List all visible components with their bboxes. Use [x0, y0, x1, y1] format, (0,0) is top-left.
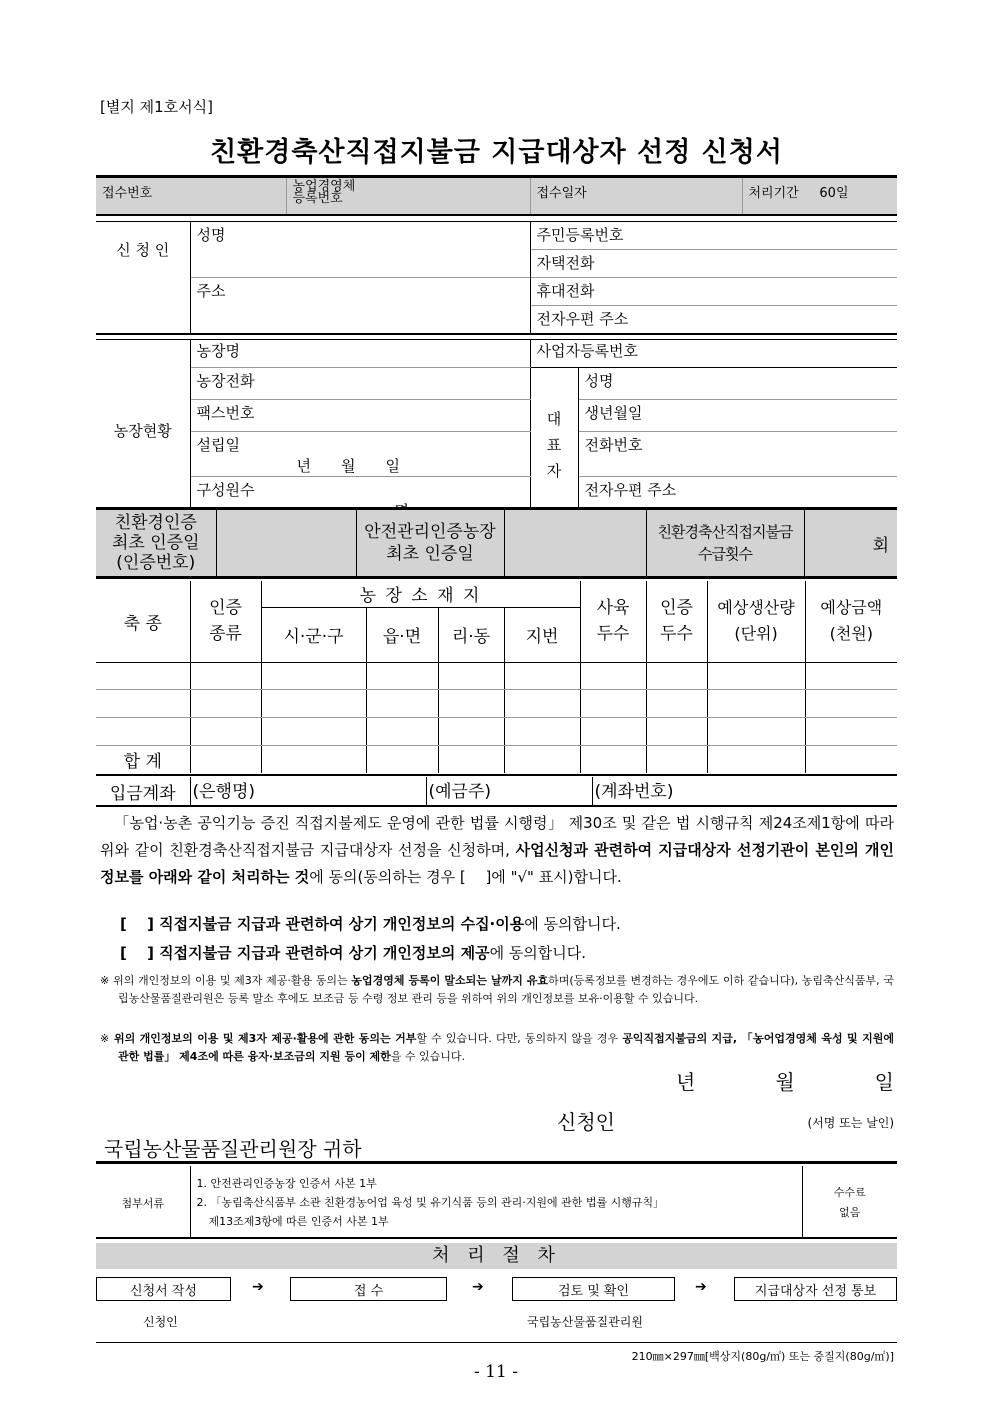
established-date-units: 년 월 일	[296, 457, 400, 475]
safety-cert-label: 안전관리인증농장 최초 인증일	[356, 510, 504, 576]
processing-period	[742, 178, 897, 214]
established-date-field[interactable]	[190, 432, 530, 477]
consent-provide[interactable]: [ ] 직접지불금 지급과 관련하여 상기 개인정보의 제공에 동의합니다.	[120, 944, 587, 962]
expected-output-header: 예상생산량 (단위)	[707, 581, 805, 662]
rep-birth-field[interactable]: 생년월일	[578, 400, 897, 432]
receipt-number-label: 접수번호	[96, 178, 286, 214]
mobile-field[interactable]: 휴대전화	[530, 278, 897, 306]
receipt-count-value[interactable]: 회	[872, 535, 889, 556]
certification-table	[96, 510, 897, 576]
paper-spec: 210㎜×297㎜[백상지(80g/㎡) 또는 중질지(80g/㎡)]	[631, 1350, 894, 1363]
total-label: 합 계	[96, 745, 190, 773]
rep-phone-field[interactable]: 전화번호	[578, 432, 897, 477]
location-header: 농 장 소 재 지	[261, 581, 580, 607]
heads-header: 사육 두수	[580, 581, 646, 662]
arrow-right-icon: ➔	[695, 1279, 707, 1295]
business-reg-field[interactable]: 사업자등록번호	[530, 340, 897, 368]
table-row	[96, 662, 897, 689]
processing-value: 60일	[819, 186, 849, 201]
sigungu-header: 시·군·구	[261, 607, 366, 662]
farm-phone-field[interactable]: 농장전화	[190, 368, 530, 400]
expected-amount-header: 예상금액 (천원)	[805, 581, 897, 662]
step-notification: 지급대상자 선정 통보	[734, 1277, 897, 1301]
procedure-header: 처 리 절 차	[96, 1243, 897, 1269]
step-receipt: 접 수	[290, 1277, 447, 1301]
applicant-name-field[interactable]: 성명	[190, 222, 530, 278]
safety-cert-value[interactable]	[504, 510, 646, 576]
farm-name-field[interactable]: 농장명	[190, 340, 530, 368]
step-application: 신청서 작성	[96, 1277, 231, 1301]
arrow-right-icon: ➔	[252, 1279, 264, 1295]
resident-number-field[interactable]: 주민등록번호	[530, 222, 897, 250]
actor-agency: 국립농산물품질관리원	[527, 1315, 643, 1329]
attachments-table	[96, 1166, 897, 1239]
actor-applicant: 신청인	[143, 1315, 178, 1329]
notice-2: ※ 위의 개인정보의 이용 및 제3자 제공·활용에 관한 동의는 거부할 수 있습니다. 다만, 동의하지 않을 경우 공익직접지불금의 지급, 「농어업경영체 육성 및 지원에 관한 법률」 제4조에 따른 융자·보조금의 지원 등이 제한을 수 있습니다.	[100, 1032, 895, 1063]
bank-table	[96, 777, 897, 805]
cert-heads-header: 인증 두수	[646, 581, 707, 662]
step-review: 검토 및 확인	[512, 1277, 675, 1301]
eupmyeon-header: 읍·면	[366, 607, 438, 662]
bank-label: 입금계좌	[96, 777, 190, 805]
farm-registration-label: 농업경영체 등록번호	[286, 178, 530, 214]
account-number-field[interactable]: (계좌번호)	[594, 782, 674, 802]
address-field[interactable]: 주소	[190, 278, 530, 334]
signature-date[interactable]: 년 월 일	[676, 1070, 894, 1094]
ridong-header: 리·동	[438, 607, 504, 662]
consent-paragraph: 「농업·농촌 공익기능 증진 직접지불제도 운영에 관한 법률 시행령」 제30조 및 같은 법 시행규칙 제24조제1항에 따라 위와 같이 친환경축산직접지불금 지급대상자 선정을 신청하며, 사업신청과 관련하여 지급대상자 선정기관이 본인의 개인정보를 아래와 같이 처리하는 것에 동의(동의하는 경우 [ ]에 "√" 표시)합니다.	[100, 814, 894, 886]
account-holder-field[interactable]: (예금주)	[426, 777, 592, 805]
attachments-label: 첨부서류	[96, 1166, 190, 1239]
farm-table	[96, 339, 897, 521]
form-title: 친환경축산직접지불금 지급대상자 선정 신청서	[210, 137, 783, 168]
rep-name-field[interactable]: 성명	[578, 368, 897, 400]
attachment-item-2: 2. 「농림축산식품부 소관 친환경농어업 육성 및 유기식품 등의 관리·지원에 관한 법률 시행규칙」	[196, 1196, 665, 1209]
table-row	[96, 717, 897, 745]
attachment-item-1: 1. 안전관리인증농장 인증서 사본 1부	[196, 1177, 377, 1190]
applicant-table	[96, 221, 897, 334]
receipt-date-label: 접수일자	[530, 178, 742, 214]
cert-type-header: 인증 종류	[190, 581, 261, 662]
fee-cell	[802, 1166, 897, 1239]
home-phone-field[interactable]: 자택전화	[530, 250, 897, 278]
applicant-email-field[interactable]: 전자우편 주소	[536, 310, 629, 328]
fax-field[interactable]: 팩스번호	[190, 400, 530, 432]
fee-label: 수수료	[833, 1185, 866, 1199]
consent-collect-checkbox[interactable]: [ ] 직접지불금 지급과 관련하여 상기 개인정보의 수집·이용	[120, 915, 525, 933]
representative-label: 대 표 자	[530, 368, 578, 522]
receipt-count-label: 친환경축산직접지불금 수급횟수	[646, 510, 804, 576]
farm-section-label: 농장현황	[96, 340, 190, 522]
form-label: [별지 제1호서식]	[100, 98, 213, 116]
table-row	[96, 689, 897, 717]
eco-cert-label: 친환경인증 최초 인증일 (인증번호)	[96, 510, 216, 576]
total-row	[96, 745, 897, 773]
rep-email-field[interactable]: 전자우편 주소	[584, 481, 677, 499]
arrow-right-icon: ➔	[472, 1279, 484, 1295]
attachments-list	[190, 1166, 802, 1239]
consent-collect[interactable]: [ ] 직접지불금 지급과 관련하여 상기 개인정보의 수집·이용에 동의합니다.	[120, 915, 621, 933]
consent-provide-checkbox[interactable]: [ ] 직접지불금 지급과 관련하여 상기 개인정보의 제공	[120, 944, 490, 962]
established-label: 설립일	[196, 436, 240, 454]
page-number: - 11 -	[474, 1362, 518, 1382]
receipt-table	[96, 178, 897, 214]
livestock-table	[96, 581, 897, 773]
applicant-signature-label: 신청인	[557, 1110, 615, 1134]
eco-cert-value[interactable]	[216, 510, 356, 576]
applicant-section-label: 신 청 인	[96, 222, 190, 278]
addressee: 국립농산물품질관리원장 귀하	[104, 1137, 362, 1161]
attachment-item-2-cont: 제13조제3항에 따른 인증서 사본 1부	[208, 1215, 389, 1228]
fee-value: 없음	[839, 1205, 861, 1219]
bank-name-field[interactable]: (은행명)	[190, 777, 426, 805]
lot-header: 지번	[504, 607, 580, 662]
notice-1: ※ 위의 개인정보의 이용 및 제3자 제공·활용 동의는 농업경영체 등록이 말소되는 날까지 유효하며(등록정보를 변경하는 경우에도 이하 같습니다), 농림축산식품부, 국립농산물품질관리원은 등록 말소 후에도 보조금 등 수령 정보 관리 등을 위하여 위의 개인정보를 보유·이용할 수 있습니다.	[100, 974, 894, 1005]
species-header: 축 종	[96, 581, 190, 662]
members-label: 구성원수	[196, 481, 255, 499]
sign-hint[interactable]: (서명 또는 날인)	[807, 1116, 894, 1130]
processing-label: 처리기간	[748, 186, 799, 201]
